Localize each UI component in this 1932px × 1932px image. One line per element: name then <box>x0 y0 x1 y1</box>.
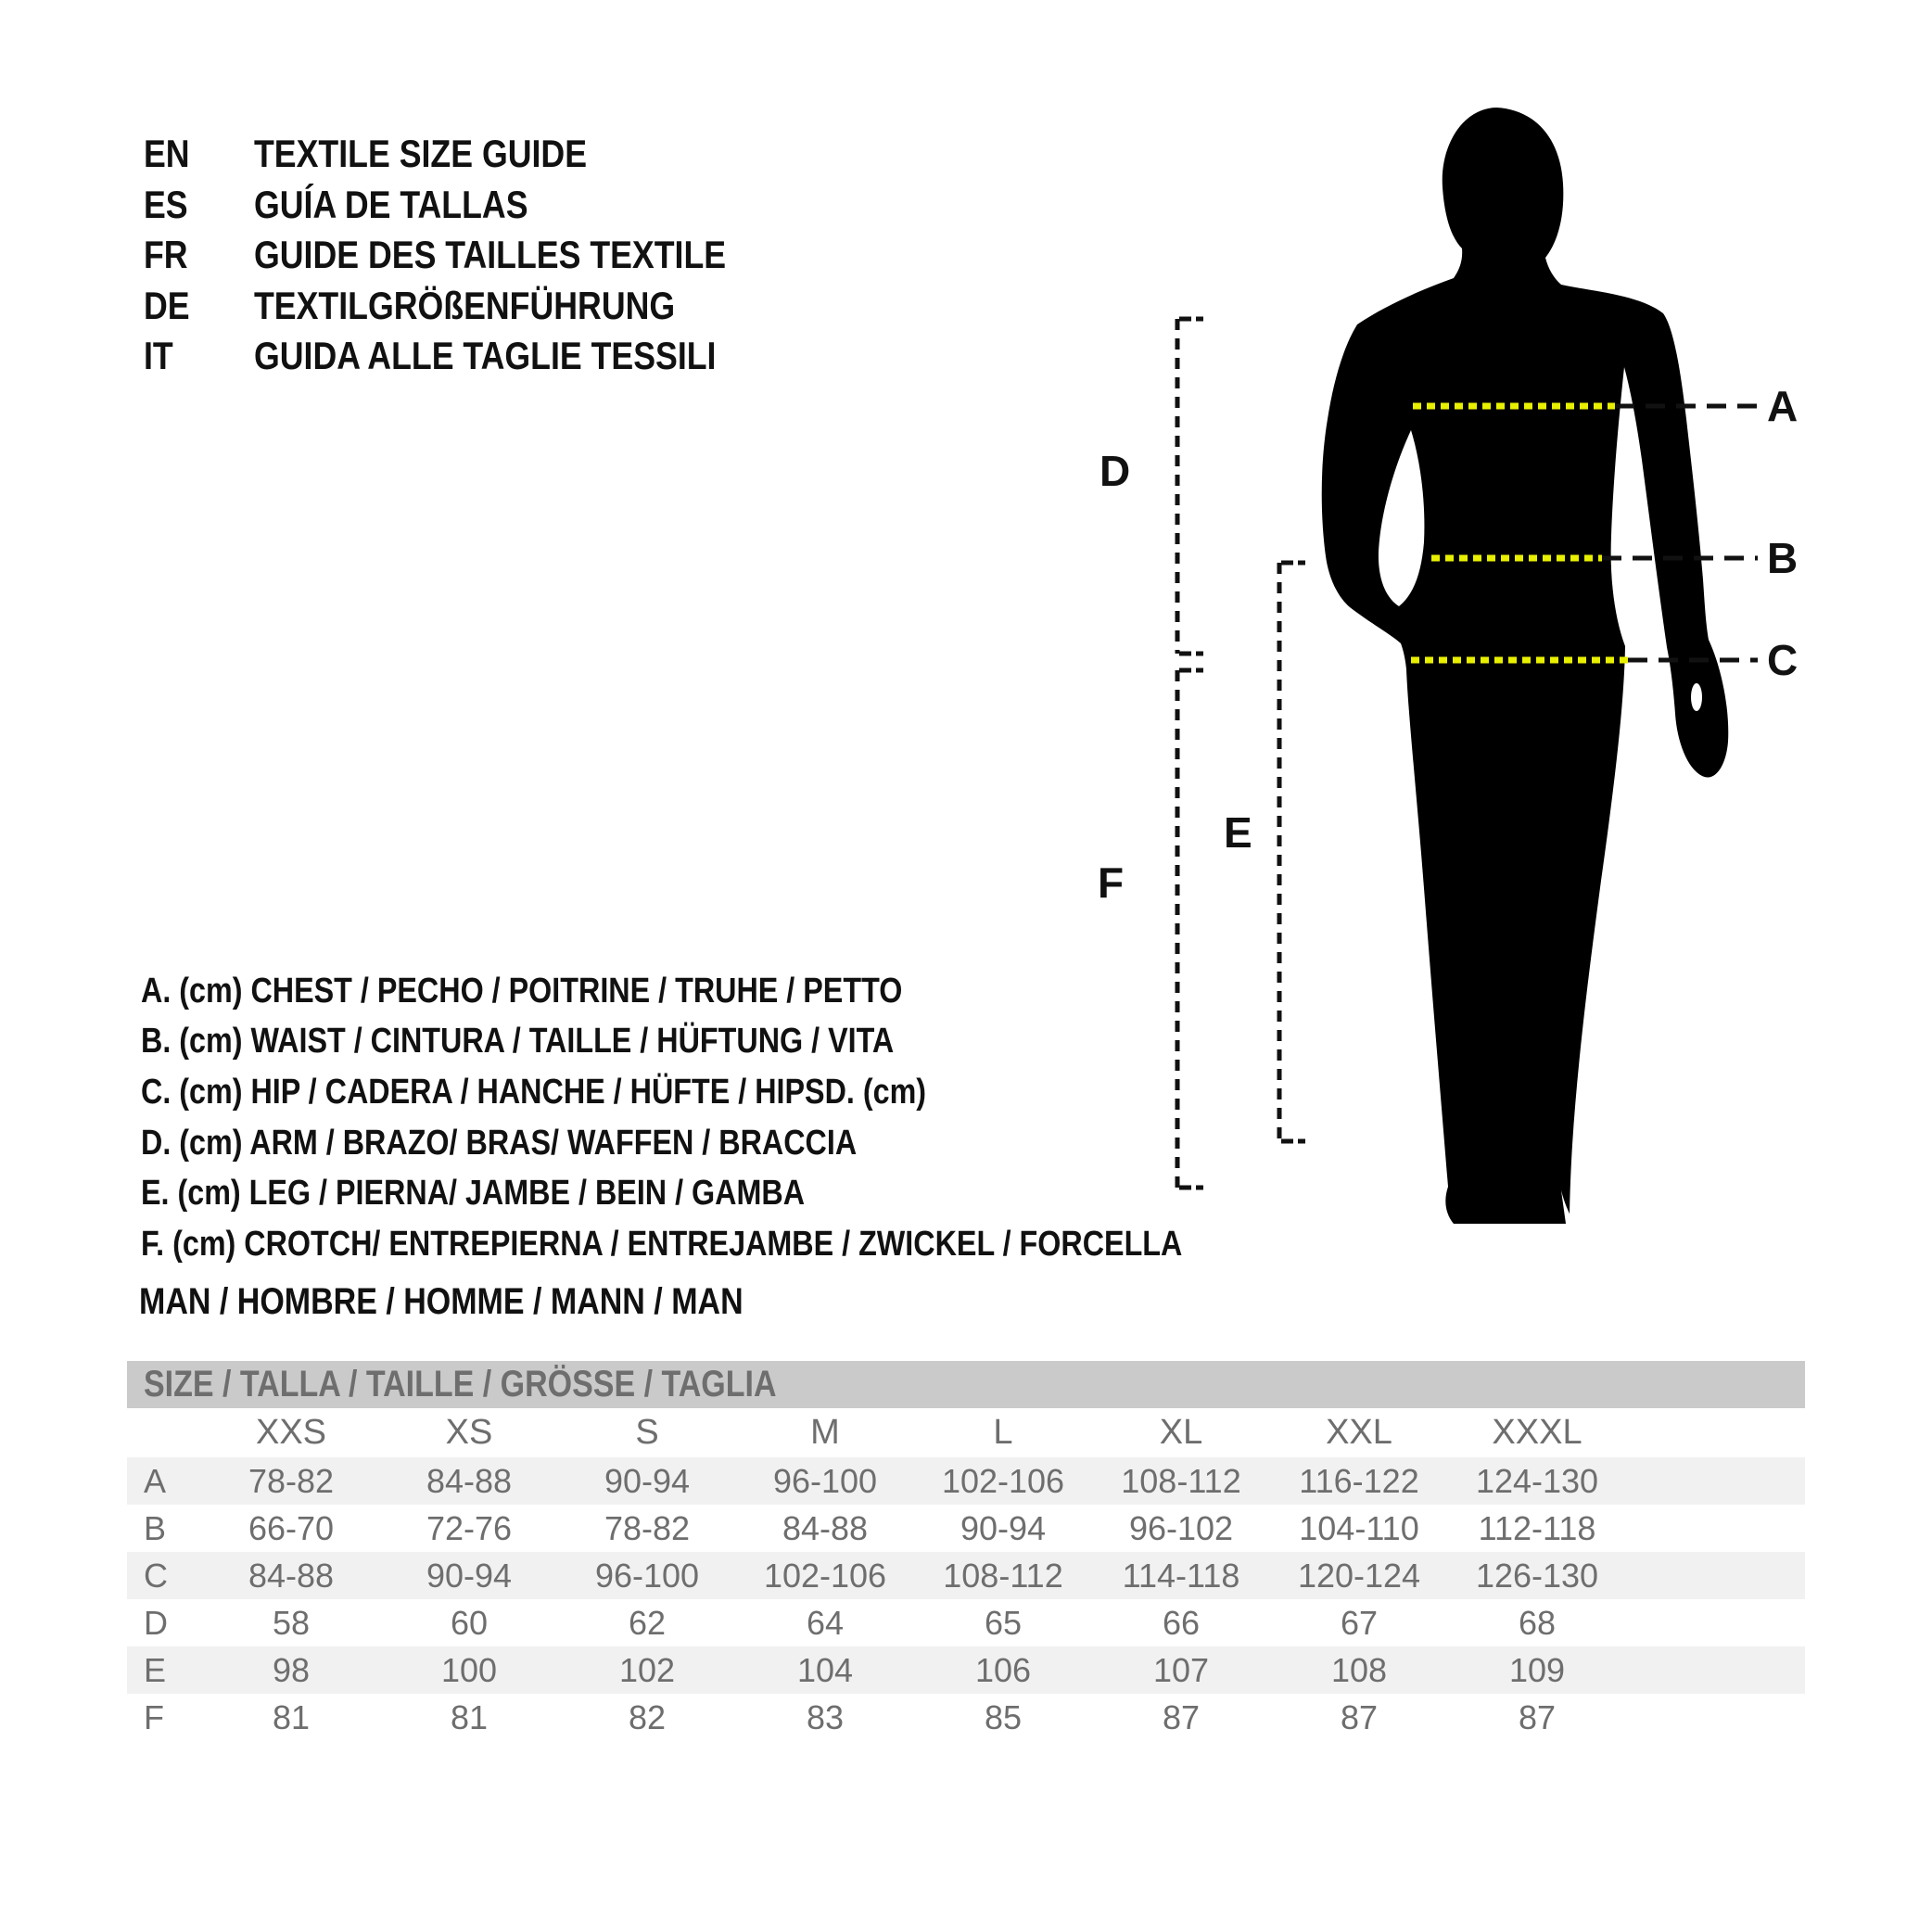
marker-label-hip: C <box>1767 636 1799 684</box>
table-row-chest <box>127 1457 1805 1505</box>
thumb-notch <box>1691 683 1702 711</box>
table-cell: 102-106 <box>763 1556 887 1595</box>
man-measurement-diagram <box>973 74 1819 1307</box>
legend-text: A. (cm) CHEST / PECHO / POITRINE / TRUHE / PETTO <box>141 971 903 1010</box>
table-cell: 87 <box>1162 1697 1201 1736</box>
legend-text: D. (cm) ARM / BRAZO/ BRAS/ WAFFEN / BRACCIA <box>141 1123 858 1163</box>
table-row-crotch <box>127 1694 1805 1741</box>
table-cell: 81 <box>450 1697 489 1736</box>
row-label: D <box>144 1603 168 1642</box>
marker-label-leg: E <box>1224 808 1252 857</box>
table-cell: 98 <box>272 1650 311 1689</box>
size-column-header: L <box>993 1413 1013 1452</box>
table-cell: 87 <box>1340 1697 1379 1736</box>
marker-label-chest: A <box>1767 382 1799 430</box>
row-label: A <box>144 1461 167 1500</box>
table-cell: 96-100 <box>594 1556 700 1595</box>
table-cell: 60 <box>450 1603 489 1642</box>
table-cell: 126-130 <box>1475 1556 1599 1595</box>
table-cell: 62 <box>628 1603 667 1642</box>
table-cell: 116-122 <box>1299 1461 1419 1500</box>
size-column-header: S <box>635 1413 659 1452</box>
language-code: ES <box>144 182 188 226</box>
language-title-list <box>144 129 809 382</box>
language-code: IT <box>144 334 173 378</box>
language-row <box>144 180 809 231</box>
table-cell: 66 <box>1162 1603 1201 1642</box>
gender-heading-text: MAN / HOMBRE / HOMME / MANN / MAN <box>139 1280 744 1322</box>
language-title: TEXTILGRÖßENFÜHRUNG <box>254 283 676 327</box>
table-cell: 90-94 <box>960 1508 1047 1547</box>
table-row-arm <box>127 1599 1805 1646</box>
language-row <box>144 281 809 332</box>
row-label: E <box>144 1650 167 1689</box>
language-row <box>144 129 809 180</box>
language-row <box>144 331 809 382</box>
table-cell: 124-130 <box>1475 1461 1599 1500</box>
table-cell: 83 <box>806 1697 845 1736</box>
language-code: FR <box>144 233 188 277</box>
table-cell: 64 <box>806 1603 845 1642</box>
size-column-header: XXXL <box>1492 1413 1582 1452</box>
marker-label-crotch: F <box>1098 858 1125 907</box>
table-cell: 66-70 <box>248 1508 335 1547</box>
language-title: GUIDA ALLE TAGLIE TESSILI <box>254 334 717 378</box>
size-column-header: XXS <box>255 1413 327 1452</box>
table-cell: 90-94 <box>426 1556 513 1595</box>
man-silhouette <box>1322 108 1729 1224</box>
table-cell: 100 <box>440 1650 498 1689</box>
size-table-header-band <box>127 1361 1805 1408</box>
table-cell: 87 <box>1518 1697 1557 1736</box>
table-row-hip <box>127 1552 1805 1599</box>
table-cell: 102 <box>618 1650 676 1689</box>
table-cell: 109 <box>1508 1650 1566 1689</box>
table-cell: 114-118 <box>1122 1556 1240 1595</box>
table-cell: 106 <box>974 1650 1032 1689</box>
marker-label-arm: D <box>1099 447 1131 495</box>
table-cell: 67 <box>1340 1603 1379 1642</box>
table-cell: 96-100 <box>772 1461 878 1500</box>
table-row-waist <box>127 1505 1805 1552</box>
table-cell: 82 <box>628 1697 667 1736</box>
table-cell: 104 <box>796 1650 854 1689</box>
size-columns-row <box>127 1408 1805 1457</box>
size-column-header: XXL <box>1326 1413 1392 1452</box>
table-cell: 72-76 <box>426 1508 513 1547</box>
row-label: B <box>144 1508 167 1547</box>
table-cell: 78-82 <box>248 1461 335 1500</box>
table-cell: 104-110 <box>1299 1508 1419 1547</box>
size-table-header-text: SIZE / TALLA / TAILLE / GRÖSSE / TAGLIA <box>144 1364 777 1405</box>
table-cell: 107 <box>1152 1650 1210 1689</box>
legend-text: C. (cm) HIP / CADERA / HANCHE / HÜFTE / HIPSD. (cm) <box>141 1072 927 1112</box>
language-title: GUIDE DES TAILLES TEXTILE <box>254 233 727 277</box>
marker-label-waist: B <box>1767 534 1799 582</box>
row-label: C <box>144 1556 168 1595</box>
language-code: DE <box>144 283 190 327</box>
table-cell: 102-106 <box>941 1461 1065 1500</box>
table-cell: 96-102 <box>1128 1508 1234 1547</box>
table-cell: 84-88 <box>248 1556 335 1595</box>
row-label: F <box>144 1697 164 1736</box>
table-cell: 65 <box>984 1603 1023 1642</box>
size-table <box>127 1361 1805 1741</box>
table-cell: 84-88 <box>426 1461 513 1500</box>
table-cell: 108-112 <box>1121 1461 1241 1500</box>
language-title: GUÍA DE TALLAS <box>254 182 528 226</box>
language-code: EN <box>144 132 190 176</box>
legend-text: E. (cm) LEG / PIERNA/ JAMBE / BEIN / GAMBA <box>141 1174 806 1214</box>
table-row-leg <box>127 1646 1805 1694</box>
table-cell: 108-112 <box>943 1556 1063 1595</box>
table-cell: 85 <box>984 1697 1023 1736</box>
table-cell: 112-118 <box>1478 1508 1596 1547</box>
table-cell: 108 <box>1330 1650 1388 1689</box>
table-cell: 120-124 <box>1297 1556 1421 1595</box>
table-cell: 84-88 <box>782 1508 869 1547</box>
size-column-header: XL <box>1159 1413 1203 1452</box>
table-cell: 81 <box>272 1697 311 1736</box>
language-row <box>144 230 809 281</box>
legend-text: F. (cm) CROTCH/ ENTREPIERNA / ENTREJAMBE / ZWICKEL / FORCELLA <box>141 1224 1183 1264</box>
language-title: TEXTILE SIZE GUIDE <box>254 132 588 176</box>
table-cell: 58 <box>272 1603 311 1642</box>
gender-heading <box>139 1277 850 1327</box>
size-column-header: XS <box>445 1413 493 1452</box>
table-cell: 90-94 <box>604 1461 691 1500</box>
table-cell: 78-82 <box>604 1508 691 1547</box>
size-column-header: M <box>810 1413 840 1452</box>
legend-text: B. (cm) WAIST / CINTURA / TAILLE / HÜFTUNG / VITA <box>141 1022 895 1061</box>
table-cell: 68 <box>1518 1603 1557 1642</box>
